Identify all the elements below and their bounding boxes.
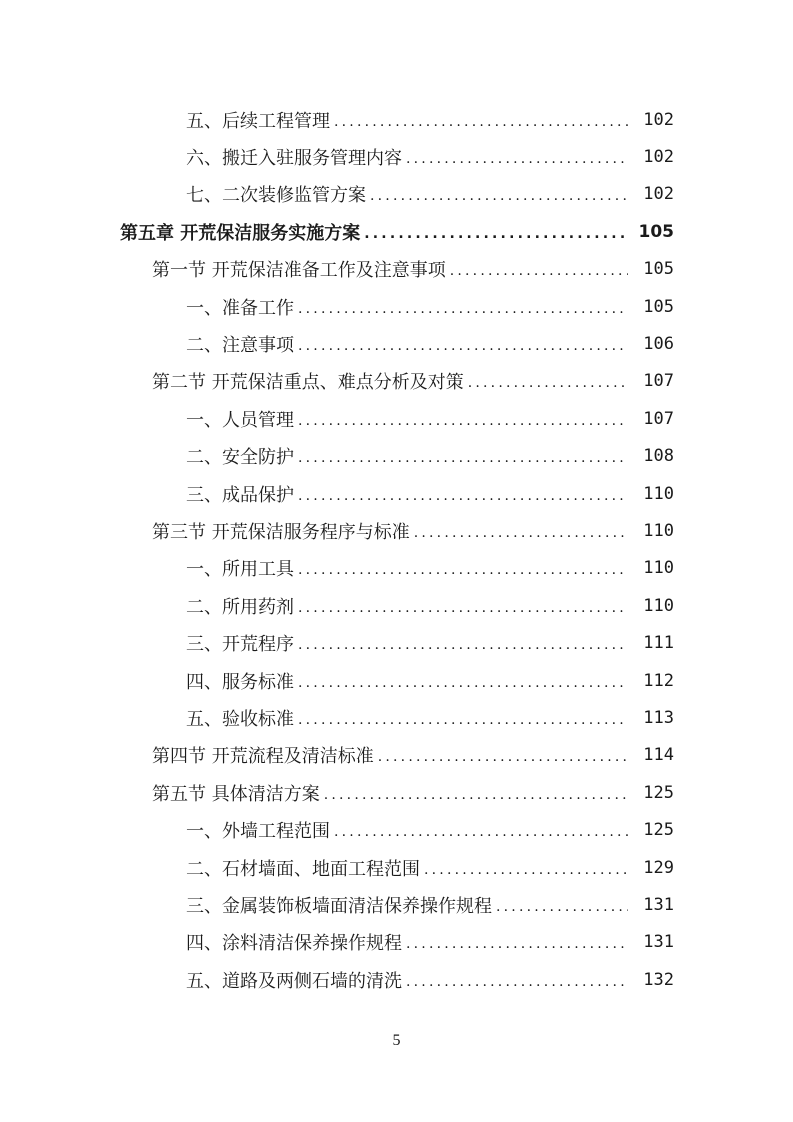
toc-entry-page: 102 [643, 109, 674, 130]
toc-entry-title: 第五节 具体清洁方案 [152, 783, 320, 805]
toc-dot-leader [424, 863, 628, 877]
toc-entry-page: 125 [643, 820, 674, 841]
toc-entry-title: 一、所用工具 [186, 559, 294, 581]
toc-section-entry[interactable] [0, 737, 793, 774]
toc-entry-page: 125 [643, 782, 674, 803]
toc-entry-title: 六、搬迁入驻服务管理内容 [186, 148, 402, 170]
toc-dot-leader [298, 451, 628, 465]
toc-entry-page: 129 [643, 857, 674, 878]
toc-subsection-entry[interactable] [0, 325, 793, 362]
toc-entry-title: 第四节 开荒流程及清洁标准 [152, 746, 374, 768]
toc-dot-leader [334, 825, 628, 839]
toc-section-entry[interactable] [0, 251, 793, 288]
toc-subsection-entry[interactable] [0, 886, 793, 923]
toc-subsection-entry[interactable] [0, 662, 793, 699]
toc-dot-leader [298, 601, 628, 615]
toc-entry-page: 111 [643, 633, 674, 654]
toc-dot-leader [468, 376, 628, 390]
toc-subsection-entry[interactable] [0, 550, 793, 587]
toc-entry-page: 107 [643, 371, 674, 392]
toc-subsection-entry[interactable] [0, 475, 793, 512]
toc-subsection-entry[interactable] [0, 587, 793, 624]
toc-entry-page: 110 [643, 483, 674, 504]
toc-section-entry[interactable] [0, 774, 793, 811]
toc-dot-leader [406, 937, 628, 951]
toc-subsection-entry[interactable] [0, 624, 793, 661]
toc-entry-page: 113 [643, 707, 674, 728]
toc-entry-page: 105 [638, 221, 674, 242]
toc-dot-leader [298, 676, 628, 690]
toc-chapter-entry[interactable] [0, 213, 793, 250]
toc-subsection-entry[interactable] [0, 400, 793, 437]
toc-entry-title: 三、金属装饰板墙面清洁保养操作规程 [186, 895, 492, 917]
toc-entry-title: 五、验收标准 [186, 708, 294, 730]
toc-dot-leader [364, 227, 628, 241]
toc-section-entry[interactable] [0, 512, 793, 549]
toc-entry-page: 110 [643, 520, 674, 541]
toc-dot-leader [298, 414, 628, 428]
toc-dot-leader [298, 713, 628, 727]
toc-entry-page: 105 [643, 259, 674, 280]
toc-entry-title: 一、准备工作 [186, 297, 294, 319]
table-of-contents [0, 101, 793, 998]
toc-entry-title: 第五章 开荒保洁服务实施方案 [120, 222, 361, 244]
toc-subsection-entry[interactable] [0, 176, 793, 213]
toc-entry-title: 三、成品保护 [186, 484, 294, 506]
toc-subsection-entry[interactable] [0, 849, 793, 886]
toc-entry-page: 110 [643, 558, 674, 579]
toc-dot-leader [334, 115, 628, 129]
toc-entry-title: 二、石材墙面、地面工程范围 [186, 858, 420, 880]
toc-dot-leader [298, 563, 628, 577]
toc-dot-leader [406, 975, 628, 989]
toc-dot-leader [496, 900, 628, 914]
toc-entry-title: 一、外墙工程范围 [186, 821, 330, 843]
toc-subsection-entry[interactable] [0, 138, 793, 175]
toc-entry-page: 105 [643, 296, 674, 317]
toc-section-entry[interactable] [0, 363, 793, 400]
toc-dot-leader [414, 526, 628, 540]
toc-entry-title: 二、注意事项 [186, 335, 294, 357]
toc-dot-leader [298, 339, 628, 353]
toc-entry-title: 三、开荒程序 [186, 634, 294, 656]
toc-dot-leader [406, 152, 628, 166]
toc-dot-leader [370, 189, 628, 203]
toc-entry-page: 131 [643, 894, 674, 915]
toc-entry-page: 102 [643, 184, 674, 205]
toc-entry-page: 102 [643, 147, 674, 168]
toc-entry-title: 二、安全防护 [186, 447, 294, 469]
toc-entry-page: 112 [643, 670, 674, 691]
toc-entry-page: 106 [643, 334, 674, 355]
toc-entry-title: 第一节 开荒保洁准备工作及注意事项 [152, 260, 446, 282]
toc-entry-title: 五、后续工程管理 [186, 110, 330, 132]
toc-subsection-entry[interactable] [0, 101, 793, 138]
toc-dot-leader [450, 264, 628, 278]
toc-dot-leader [298, 638, 628, 652]
toc-dot-leader [324, 788, 628, 802]
toc-dot-leader [298, 489, 628, 503]
toc-entry-page: 108 [643, 446, 674, 467]
page-number: 5 [392, 1032, 401, 1049]
toc-subsection-entry[interactable] [0, 288, 793, 325]
toc-subsection-entry[interactable] [0, 699, 793, 736]
toc-entry-page: 114 [643, 745, 674, 766]
toc-dot-leader [378, 750, 628, 764]
toc-entry-title: 第二节 开荒保洁重点、难点分析及对策 [152, 372, 464, 394]
toc-entry-page: 131 [643, 932, 674, 953]
toc-subsection-entry[interactable] [0, 438, 793, 475]
toc-entry-title: 五、道路及两侧石墙的清洗 [186, 970, 402, 992]
toc-subsection-entry[interactable] [0, 961, 793, 998]
toc-entry-page: 107 [643, 408, 674, 429]
toc-entry-title: 七、二次装修监管方案 [186, 185, 366, 207]
toc-subsection-entry[interactable] [0, 811, 793, 848]
toc-entry-page: 110 [643, 595, 674, 616]
toc-entry-page: 132 [643, 969, 674, 990]
toc-subsection-entry[interactable] [0, 924, 793, 961]
toc-entry-title: 四、涂料清洁保养操作规程 [186, 933, 402, 955]
toc-entry-title: 四、服务标准 [186, 671, 294, 693]
toc-entry-title: 一、人员管理 [186, 409, 294, 431]
toc-entry-title: 二、所用药剂 [186, 596, 294, 618]
toc-entry-title: 第三节 开荒保洁服务程序与标准 [152, 521, 410, 543]
toc-dot-leader [298, 302, 628, 316]
